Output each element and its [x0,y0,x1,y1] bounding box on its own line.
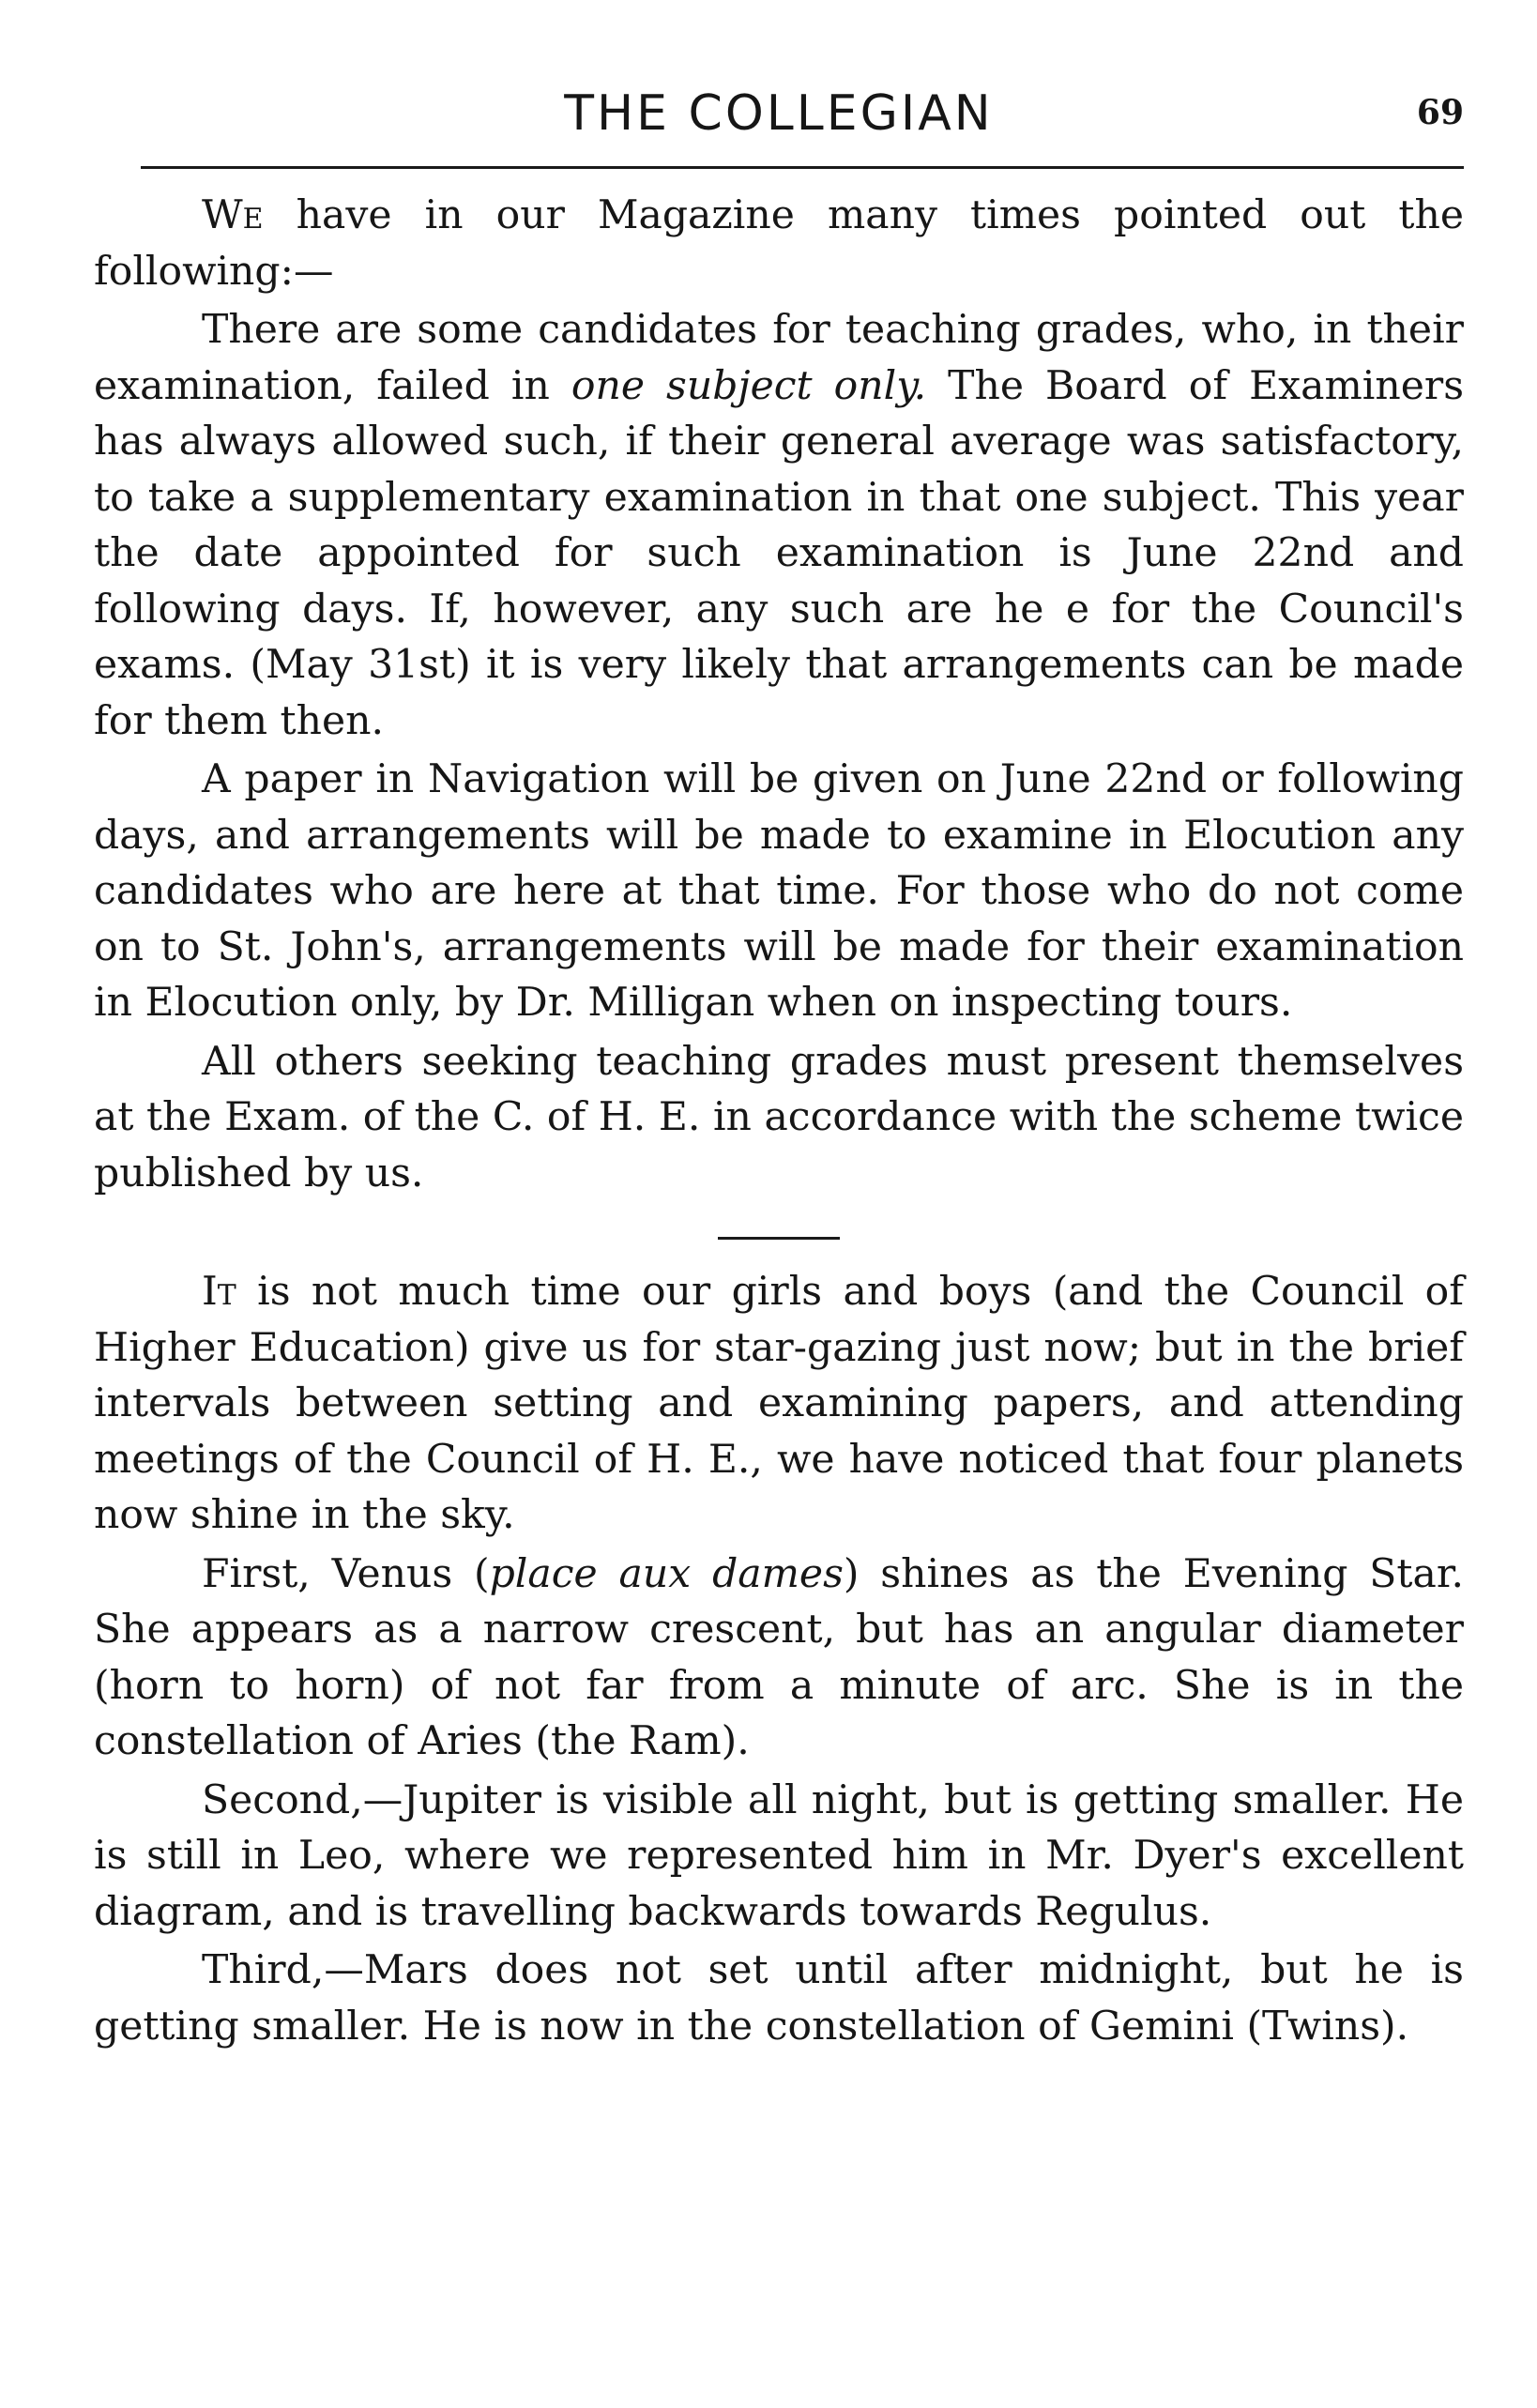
paragraph-mars: Third,—Mars does not set until after midnight, but he is getting smaller. He is now in the constellation of Gemini (Twins). [94,1947,1464,2050]
paragraph-notice-intro [94,188,1464,299]
header-rule [141,166,1464,169]
section-divider [718,1237,840,1240]
paragraph-jupiter: Second,—Jupiter is visible all night, but is getting smaller. He is still in Leo, where we represented him in Mr. Dyer's excellent diagram, and is travelling backwards towards Regulus. [94,1776,1464,1935]
paragraph-supplementary-exam [94,302,1464,749]
paragraph-venus [94,1547,1464,1770]
paragraph-navigation: A paper in Navigation will be given on June 22nd or following days, and arrangements will be made to examine in Elocution any candidates who are here at that time. For those who do not come on to St. John's, arrangements will be made for their examination in Elocution only, by Dr. Milligan when on inspecting tours. [94,756,1464,1026]
paragraph-text: have in our Magazine many times pointed out the following:— [94,192,1464,295]
paragraph-text: The Board of Examiners has always allowed such, if their general average was satisfactory, to take a supplementary examination in that one subject. This year the date appointed for such examination is June 22nd and following days. If, however, any such are he e for the Council's exams. (May 31st) it is very likely that arrangements can be made for them then. [94,362,1464,744]
lead-word: It [202,1269,236,1315]
paragraph-text: is not much time our girls and boys (and the Council of Higher Education) give us for star-gazing just now; but in the brief intervals between setting and examining papers, and attending meetings of the Council of H. E., we have noticed that four planets now shine in the sky. [94,1269,1464,1538]
paragraph-text: There are some candidates for teaching grades, who, in their examination, failed in [94,307,1464,409]
page [94,85,1464,2054]
paragraph-text: ) shines as the Evening Star. She appears as a narrow crescent, but has an angular diameter (horn to horn) of not far from a minute of arc. She is in the constellation of Aries (the Ram). [94,1550,1464,1764]
running-title: THE COLLEGIAN [564,85,994,142]
page-number: 69 [1416,93,1464,132]
lead-word: We [202,192,264,238]
emphasis-text: place aux dames [489,1550,844,1597]
emphasis-text: one subject only. [571,362,927,409]
paragraph-star-gazing [94,1264,1464,1544]
paragraph-teaching-grades: All others seeking teaching grades must present themselves at the Exam. of the C. of H. E. in accordance with the scheme twice published by us. [94,1038,1464,1196]
running-head [94,85,1464,155]
article-body [94,188,1464,2054]
paragraph-text: First, Venus ( [202,1550,490,1597]
